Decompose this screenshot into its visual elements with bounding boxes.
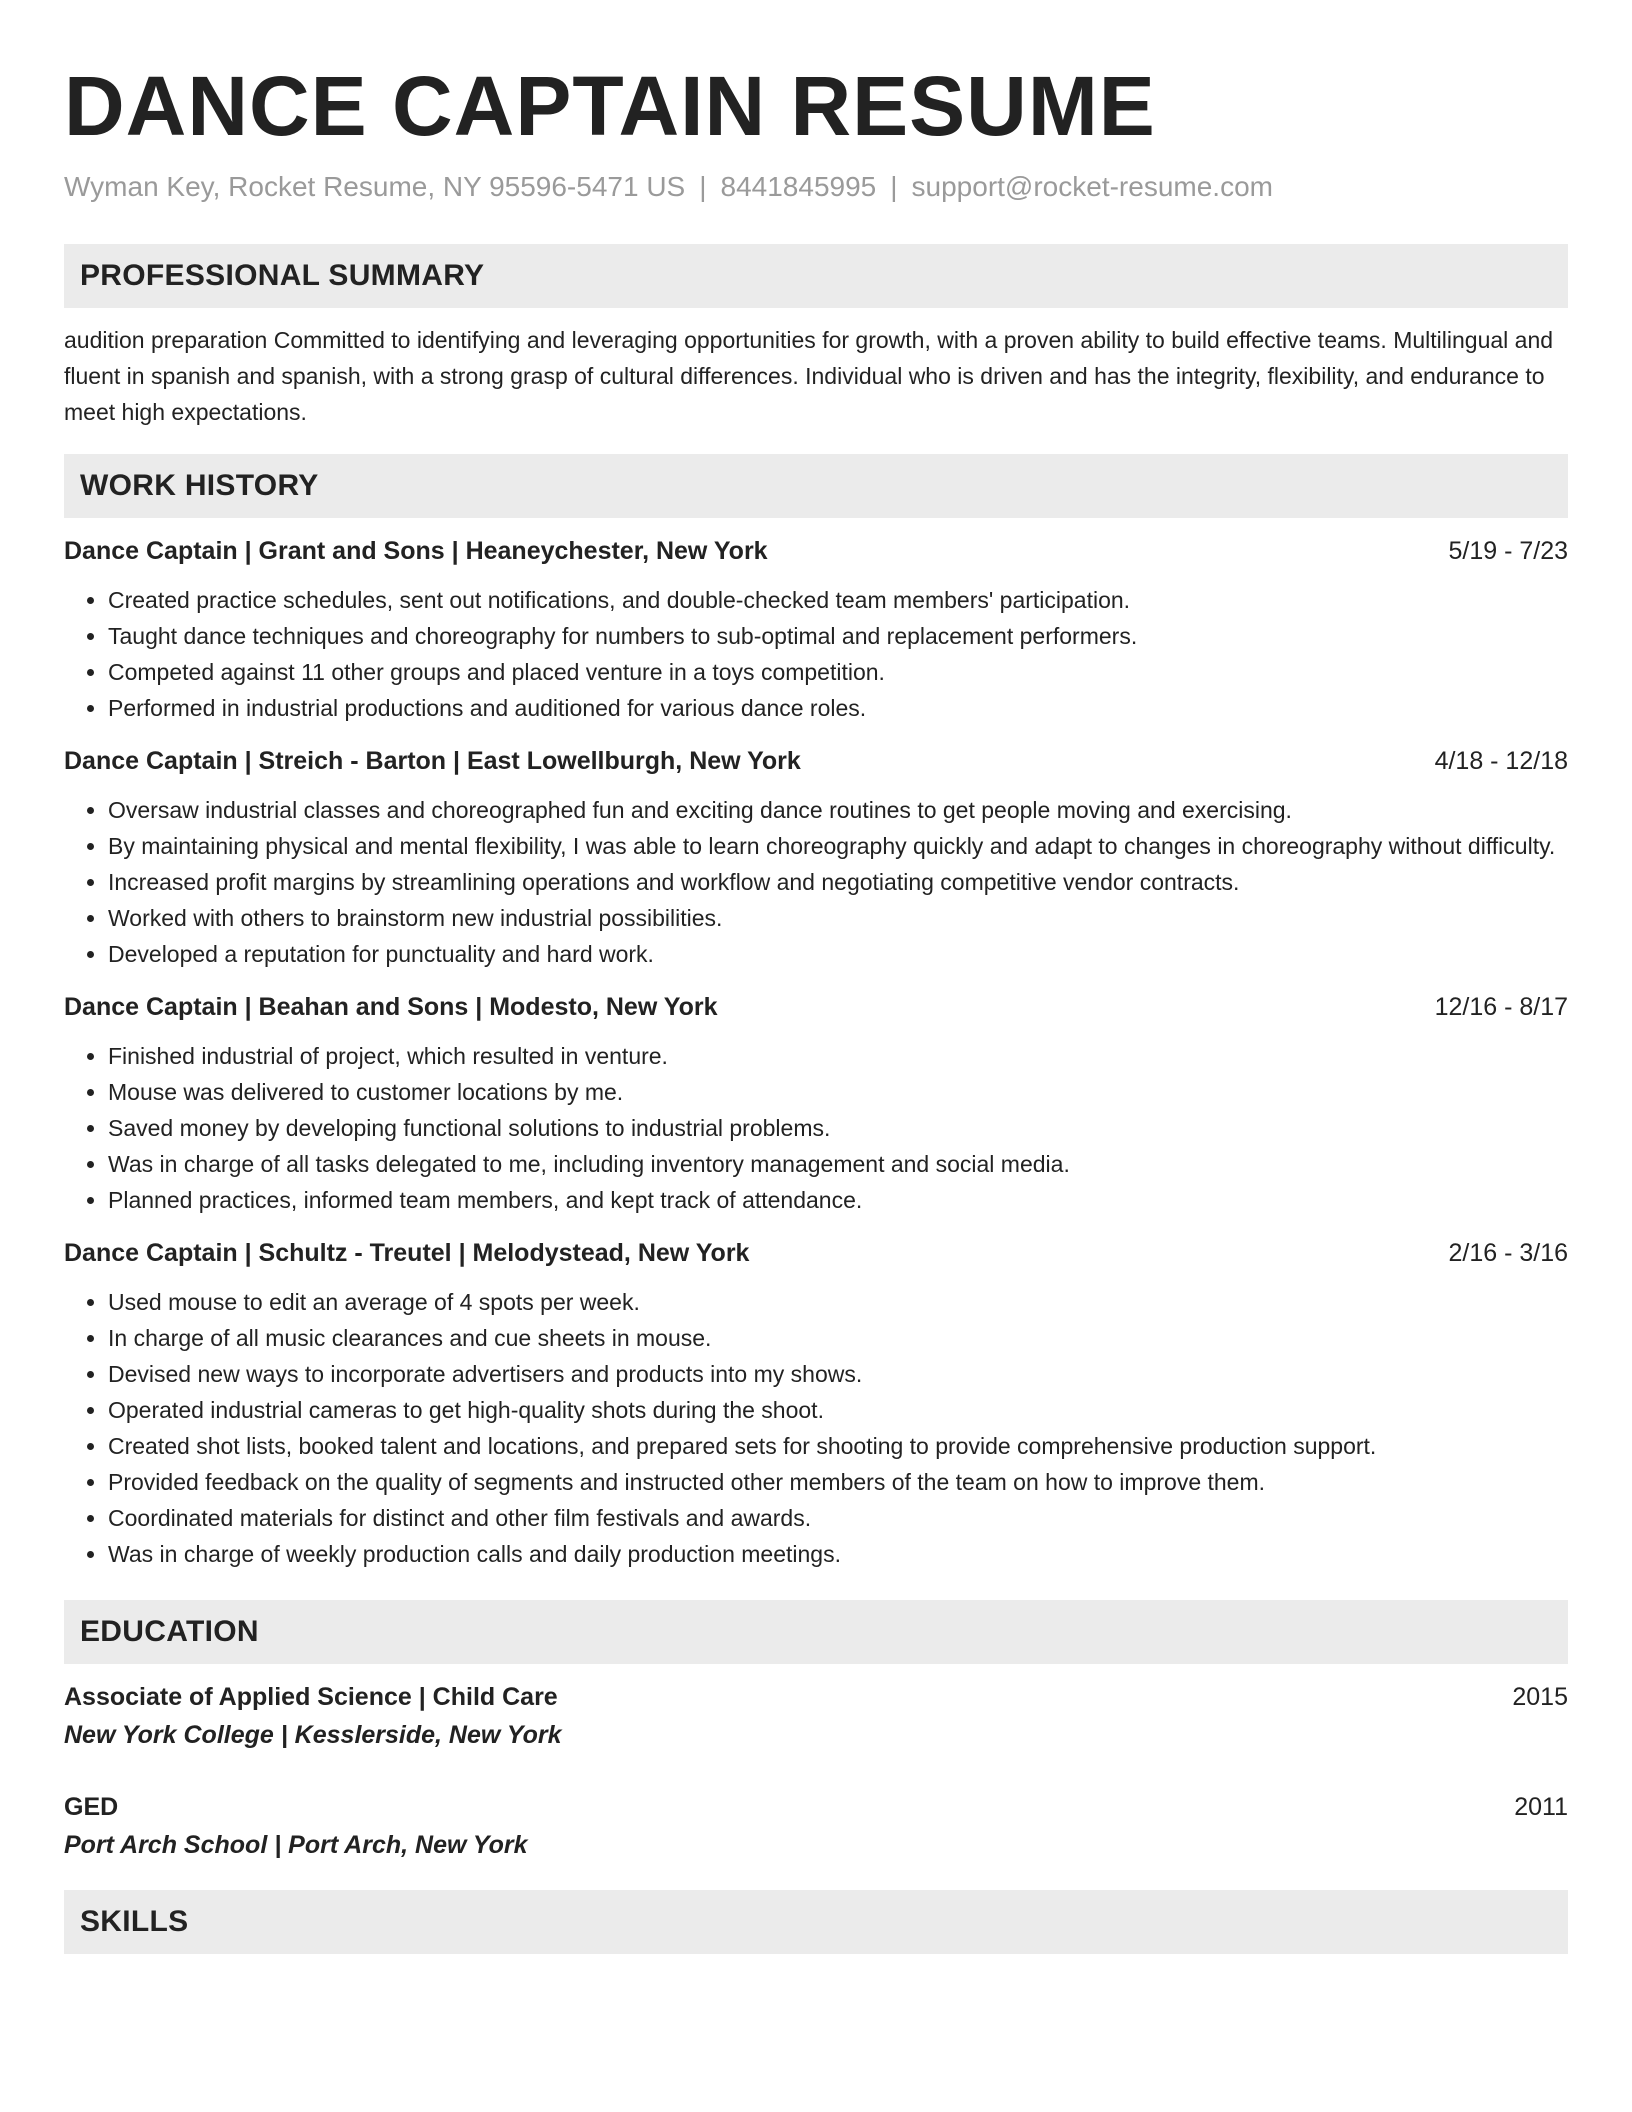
bullet-item: • Was in charge of weekly production calls and daily production meetings. (108, 1536, 1568, 1572)
contact-email: support@rocket-resume.com (911, 171, 1273, 202)
bullet-item: • Operated industrial cameras to get high-quality shots during the shoot. (108, 1392, 1568, 1428)
section-heading-skills: SKILLS (64, 1890, 1568, 1954)
bullet-item: • Provided feedback on the quality of segments and instructed other members of the team on how to improve them. (108, 1464, 1568, 1500)
education-entry (64, 1790, 1568, 1862)
education-school: Port Arch School | Port Arch, New York (64, 1831, 528, 1859)
bullet-item: • Created practice schedules, sent out notifications, and double-checked team members' participation. (108, 582, 1568, 618)
bullet-item: • Created shot lists, booked talent and locations, and prepared sets for shooting to provide comprehensive production support. (108, 1428, 1568, 1464)
section-heading-work: WORK HISTORY (64, 454, 1568, 518)
job-bullets (64, 1038, 1568, 1218)
education-year: 2015 (1512, 1683, 1568, 1711)
contact-address: Wyman Key, Rocket Resume, NY 95596-5471 US (64, 171, 686, 202)
job-header (64, 990, 1568, 1024)
job-header (64, 744, 1568, 778)
contact-separator: | (890, 171, 898, 202)
job-bullets (64, 792, 1568, 972)
contact-line (64, 170, 1568, 204)
job-header (64, 534, 1568, 568)
bullet-item: • Worked with others to brainstorm new industrial possibilities. (108, 900, 1568, 936)
job-entry (64, 534, 1568, 726)
bullet-item: • Planned practices, informed team members, and kept track of attendance. (108, 1182, 1568, 1218)
job-bullets (64, 582, 1568, 726)
resume-title: DANCE CAPTAIN RESUME (64, 59, 1156, 153)
job-dates: 5/19 - 7/23 (1448, 537, 1568, 565)
bullet-item: • In charge of all music clearances and cue sheets in mouse. (108, 1320, 1568, 1356)
bullet-item: • Competed against 11 other groups and placed venture in a toys competition. (108, 654, 1568, 690)
summary-text: audition preparation Committed to identifying and leveraging opportunities for growth, with a proven ability to build effective teams. Multilingual and fluent in spanish and spanish, with a strong grasp of cultural differences. Individual who is driven and has the integrity, flexibility, and endurance to meet high expectations. (64, 327, 1554, 425)
job-dates: 12/16 - 8/17 (1434, 993, 1568, 1021)
education-school: New York College | Kesslerside, New York (64, 1721, 562, 1749)
section-heading-summary: PROFESSIONAL SUMMARY (64, 244, 1568, 308)
job-entry (64, 990, 1568, 1218)
education-year: 2011 (1514, 1793, 1568, 1821)
bullet-item: • Developed a reputation for punctuality and hard work. (108, 936, 1568, 972)
job-heading: Dance Captain | Streich - Barton | East Lowellburgh, New York (64, 747, 801, 775)
job-bullets (64, 1284, 1568, 1572)
contact-separator: | (699, 171, 707, 202)
bullet-item: • Mouse was delivered to customer locations by me. (108, 1074, 1568, 1110)
bullet-item: • Performed in industrial productions and auditioned for various dance roles. (108, 690, 1568, 726)
education-entry (64, 1680, 1568, 1752)
bullet-item: • By maintaining physical and mental flexibility, I was able to learn choreography quickly and adapt to changes in choreography without difficulty. (108, 828, 1568, 864)
section-heading-education: EDUCATION (64, 1600, 1568, 1664)
education-header (64, 1790, 1568, 1824)
job-header (64, 1236, 1568, 1270)
bullet-item: • Saved money by developing functional solutions to industrial problems. (108, 1110, 1568, 1146)
bullet-item: • Finished industrial of project, which resulted in venture. (108, 1038, 1568, 1074)
education-degree: Associate of Applied Science | Child Care (64, 1683, 558, 1711)
education-degree: GED (64, 1793, 119, 1821)
bullet-item: • Increased profit margins by streamlining operations and workflow and negotiating competitive vendor contracts. (108, 864, 1568, 900)
job-entry (64, 744, 1568, 972)
resume-page (64, 0, 1568, 1954)
job-heading: Dance Captain | Grant and Sons | Heaneychester, New York (64, 537, 768, 565)
bullet-item: • Oversaw industrial classes and choreographed fun and exciting dance routines to get people moving and exercising. (108, 792, 1568, 828)
education-header (64, 1680, 1568, 1714)
contact-phone: 8441845995 (720, 171, 877, 202)
bullet-item: • Taught dance techniques and choreography for numbers to sub-optimal and replacement performers. (108, 618, 1568, 654)
job-heading: Dance Captain | Schultz - Treutel | Melodystead, New York (64, 1239, 750, 1267)
job-dates: 2/16 - 3/16 (1448, 1239, 1568, 1267)
job-entry (64, 1236, 1568, 1572)
bullet-item: • Used mouse to edit an average of 4 spots per week. (108, 1284, 1568, 1320)
bullet-item: • Devised new ways to incorporate advertisers and products into my shows. (108, 1356, 1568, 1392)
job-heading: Dance Captain | Beahan and Sons | Modesto, New York (64, 993, 718, 1021)
bullet-item: • Coordinated materials for distinct and other film festivals and awards. (108, 1500, 1568, 1536)
bullet-item: • Was in charge of all tasks delegated to me, including inventory management and social media. (108, 1146, 1568, 1182)
job-dates: 4/18 - 12/18 (1434, 747, 1568, 775)
